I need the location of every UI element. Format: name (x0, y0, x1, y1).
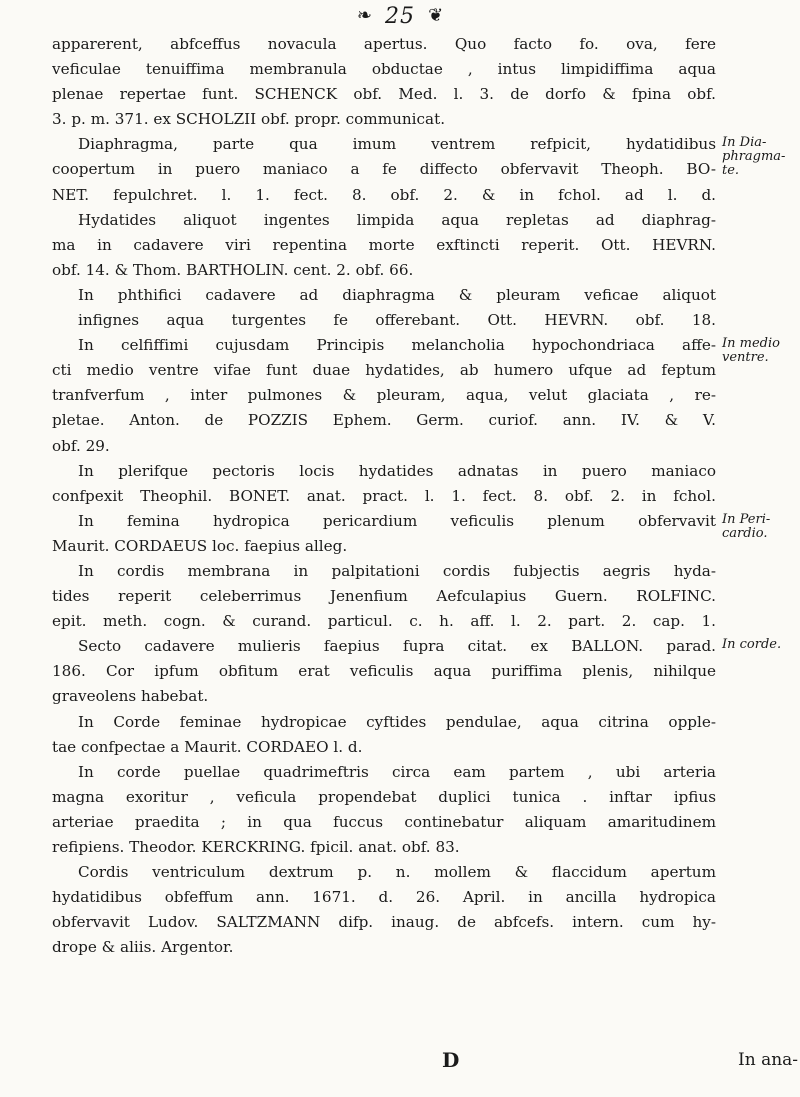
text-line: Hydatides aliquot ingentes limpida aqua repletas ad diaphrag- (78, 210, 716, 229)
text-line: In plerifque pectoris locis hydatides adnatas in puero maniaco (78, 461, 716, 480)
text-line: pletae. Anton. de POZZIS Ephem. Germ. curiof. ann. IV. & V. (52, 411, 716, 430)
text-line: drope & aliis. Argentor. (52, 938, 234, 957)
text-line: obf. 29. (52, 436, 110, 455)
text-line: arteriae praedita ; in qua fuccus continebatur aliquam amaritudinem (52, 812, 716, 831)
text-line: graveolens habebat. (52, 687, 209, 706)
text-line: tae confpectae a Maurit. CORDAEO l. d. (52, 737, 363, 756)
main-text-column (52, 32, 716, 960)
text-line: Diaphragma, parte qua imum ventrem refpicit, hydatidibus (78, 135, 716, 154)
ornament-right-icon: ❦ (428, 5, 444, 26)
text-line: ma in cadavere viri repentina morte exftincti reperit. Ott. HEVRN. (52, 235, 716, 254)
page-number: 25 (385, 4, 415, 29)
text-line: apparerent, abfceffus novacula apertus. Quo facto fo. ova, fere (52, 35, 716, 53)
signature-mark: D (442, 1048, 460, 1072)
text-line: In corde puellae quadrimeftris circa eam partem , ubi arteria (78, 762, 716, 781)
margin-note: In Dia-phragma-te. (722, 135, 786, 179)
margin-note: In corde. (722, 637, 782, 653)
text-line: In cordis membrana in palpitationi cordis fubjectis aegris hyda- (78, 561, 716, 580)
text-line: infignes aqua turgentes fe offerebant. Ott. HEVRN. obf. 18. (78, 311, 716, 330)
text-line: coopertum in puero maniaco a fe diffecto obfervavit Theoph. BO- (52, 160, 716, 179)
text-line: In celfiffimi cujusdam Principis melancholia hypochondriaca affe- (78, 336, 716, 355)
text-line: In femina hydropica pericardium veficulis plenum obfervavit (78, 511, 716, 530)
text-line: obfervavit Ludov. SALTZMANN difp. inaug. de abfcefs. intern. cum hy- (52, 913, 716, 932)
text-line: hydatidibus obfeffum ann. 1671. d. 26. April. in ancilla hydropica (52, 888, 716, 907)
text-line: magna exoritur , veficula propendebat duplici tunica . inftar ipfius (52, 787, 716, 806)
text-line: In Corde feminae hydropicae cyftides pendulae, aqua citrina opple- (78, 712, 716, 731)
text-line: tides reperit celeberrimus Jenenfium Aefculapius Guern. ROLFINC. (52, 587, 716, 606)
text-line: epit. meth. cogn. & curand. particul. c. h. aff. l. 2. part. 2. cap. 1. (52, 612, 716, 631)
catchword: In ana- (738, 1050, 799, 1070)
text-line: Secto cadavere mulieris faepius fupra citat. ex BALLON. parad. (78, 637, 716, 656)
text-line: refipiens. Theodor. KERCKRING. fpicil. anat. obf. 83. (52, 838, 460, 856)
text-line: plenae repertae funt. SCHENCK obf. Med. l. 3. de dorfo & fpina obf. (52, 85, 716, 104)
margin-note: In medio ventre. (722, 336, 780, 366)
text-line: confpexit Theophil. BONET. anat. pract. l. 1. fect. 8. obf. 2. in fchol. (52, 486, 716, 505)
text-line: 186. Cor ipfum obfitum erat veficulis aqua puriffima plenis, nihilque (52, 662, 716, 681)
text-line: tranfverfum , inter pulmones & pleuram, aqua, velut glaciata , re- (52, 386, 716, 405)
text-line: Maurit. CORDAEUS loc. faepius alleg. (52, 536, 348, 555)
text-line: obf. 14. & Thom. BARTHOLIN. cent. 2. obf. 66. (52, 260, 414, 279)
text-line: veficulae tenuiffima membranula obductae , intus limpidiffima aqua (52, 60, 716, 79)
text-line: Cordis ventriculum dextrum p. n. mollem & flaccidum apertum (78, 863, 716, 882)
text-line: 3. p. m. 371. ex SCHOLZII obf. propr. communicat. (52, 110, 446, 129)
page-header (0, 4, 800, 34)
margin-note: In Peri-cardio. (722, 511, 771, 541)
text-line: NET. fepulchret. l. 1. fect. 8. obf. 2. & in fchol. ad l. d. (52, 185, 716, 204)
text-line: In phthifici cadavere ad diaphragma & pleuram veficae aliquot (78, 285, 716, 304)
ornament-left-icon: ❧ (356, 5, 372, 26)
text-line: cti medio ventre vifae funt duae hydatides, ab humero ufque ad feptum (52, 361, 716, 380)
